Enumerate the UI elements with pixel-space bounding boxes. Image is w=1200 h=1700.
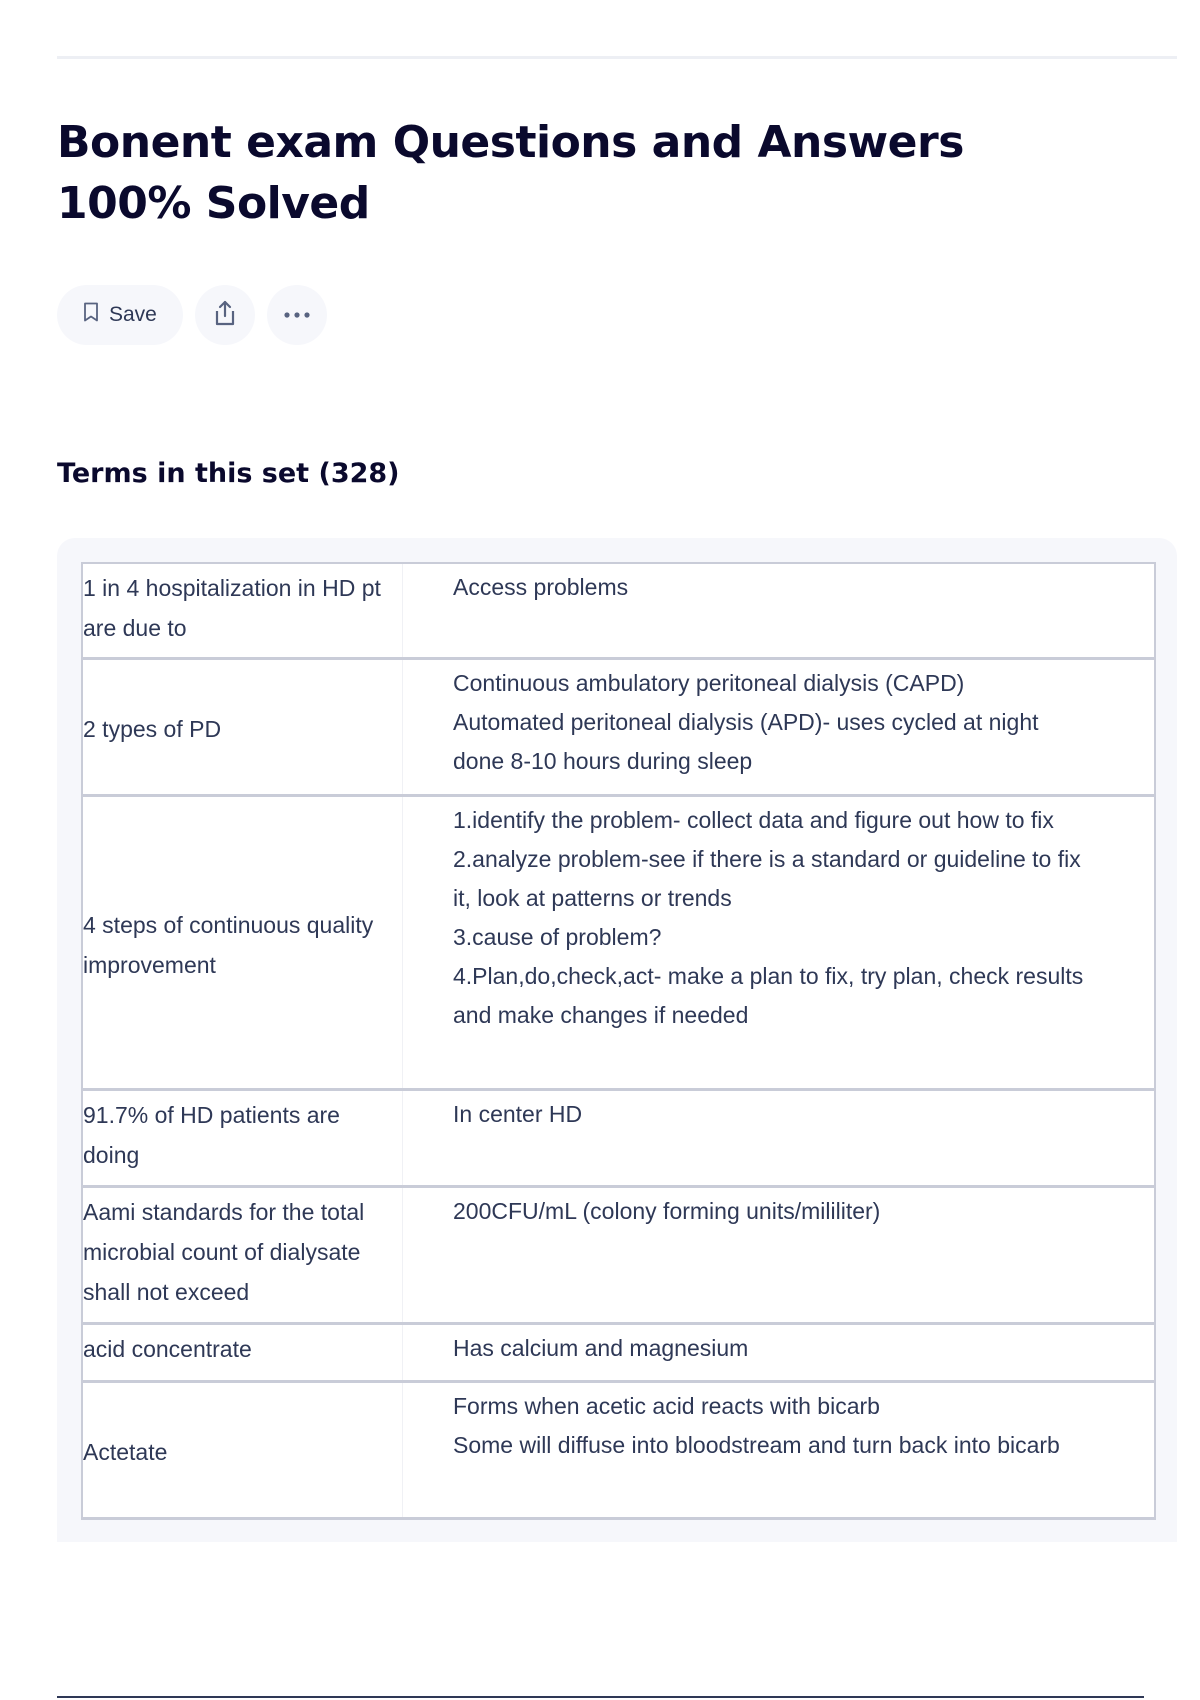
definition-line: Forms when acetic acid reacts with bicarb bbox=[453, 1393, 880, 1419]
term-row bbox=[83, 1383, 1154, 1520]
definition-line: 1.identify the problem- collect data and figure out how to fix bbox=[453, 807, 1054, 833]
term-text: acid concentrate bbox=[83, 1325, 403, 1380]
term-text: 2 types of PD bbox=[83, 660, 403, 794]
term-row bbox=[83, 1188, 1154, 1325]
terms-table bbox=[81, 562, 1156, 1520]
term-text: 91.7% of HD patients are doing bbox=[83, 1091, 403, 1185]
term-text: Actetate bbox=[83, 1383, 403, 1517]
definition-line: 4.Plan,do,check,act- make a plan to fix, try plan, check results and make changes if needed bbox=[453, 963, 1084, 1028]
definition-line: Access problems bbox=[453, 574, 629, 600]
definition-text bbox=[403, 1188, 1154, 1322]
term-text: 4 steps of continuous quality improvement bbox=[83, 797, 403, 1088]
bottom-divider bbox=[57, 1696, 1144, 1698]
definition-text bbox=[403, 660, 1154, 794]
definition-line: 2.analyze problem-see if there is a standard or guideline to fix it, look at patterns or trends bbox=[453, 846, 1081, 911]
term-text: Aami standards for the total microbial count of dialysate shall not exceed bbox=[83, 1188, 403, 1322]
save-button-label: Save bbox=[109, 303, 157, 326]
definition-text bbox=[403, 1091, 1154, 1185]
term-row bbox=[83, 797, 1154, 1091]
save-button[interactable] bbox=[57, 285, 183, 345]
term-row bbox=[83, 1091, 1154, 1188]
top-divider bbox=[57, 56, 1177, 59]
definition-text bbox=[403, 1383, 1154, 1517]
action-bar bbox=[57, 285, 327, 345]
definition-line: Some will diffuse into bloodstream and turn back into bicarb bbox=[453, 1432, 1060, 1458]
definition-line: Has calcium and magnesium bbox=[453, 1335, 749, 1361]
share-icon bbox=[212, 299, 238, 332]
term-text: 1 in 4 hospitalization in HD pt are due to bbox=[83, 564, 403, 657]
definition-text bbox=[403, 564, 1154, 657]
more-icon bbox=[283, 306, 311, 324]
definition-line: 200CFU/mL (colony forming units/mililiter) bbox=[453, 1198, 881, 1224]
term-row bbox=[83, 1325, 1154, 1383]
definition-line: Continuous ambulatory peritoneal dialysis (CAPD) bbox=[453, 670, 965, 696]
page-title: Bonent exam Questions and Answers 100% Solved bbox=[57, 117, 964, 229]
definition-line: 3.cause of problem? bbox=[453, 924, 662, 950]
definition-text bbox=[403, 797, 1154, 1088]
bookmark-icon bbox=[83, 302, 99, 328]
terms-heading: Terms in this set (328) bbox=[57, 458, 400, 489]
definition-line: In center HD bbox=[453, 1101, 583, 1127]
terms-panel bbox=[57, 538, 1177, 1542]
term-row bbox=[83, 564, 1154, 660]
share-button[interactable] bbox=[195, 285, 255, 345]
definition-line: Automated peritoneal dialysis (APD)- uses cycled at night done 8-10 hours during sleep bbox=[453, 709, 1039, 774]
more-options-button[interactable] bbox=[267, 285, 327, 345]
term-row bbox=[83, 660, 1154, 797]
definition-text bbox=[403, 1325, 1154, 1380]
